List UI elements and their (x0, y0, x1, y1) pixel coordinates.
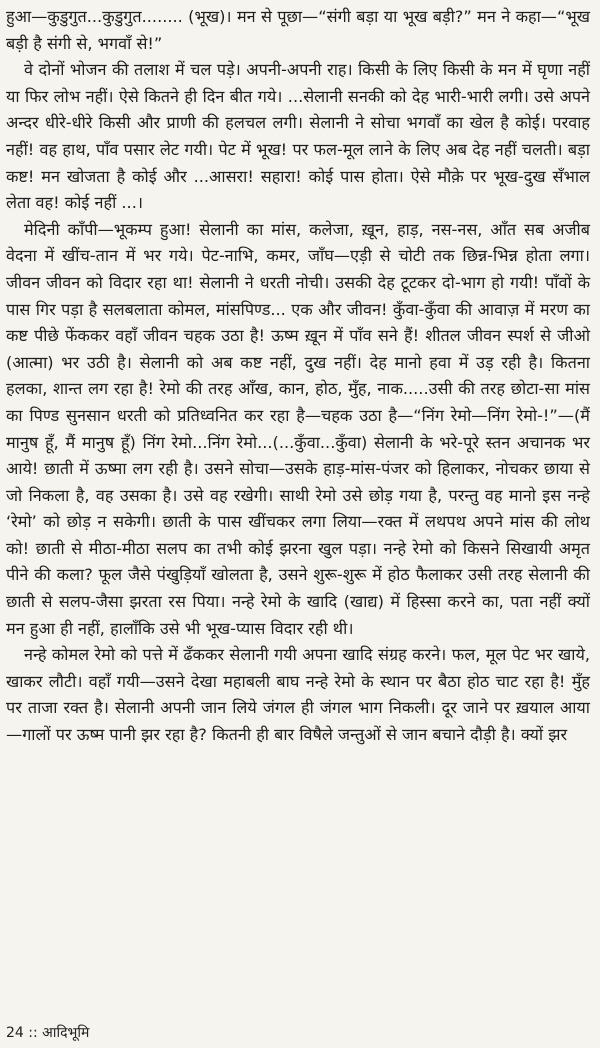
page-footer (6, 1024, 89, 1042)
paragraph-2: वे दोनों भोजन की तलाश में चल पड़े। अपनी-अपनी राह। किसी के लिए किसी के मन में घृणा नहीं या फिर लोभ नहीं। ऐसे कितने ही दिन बीत गये। ...सेलानी सनकी को देह भारी-भारी लगी। उसे अपने अन्दर धीरे-धीरे किसी और प्राणी की हलचल लगी। सेलानी ने सोचा भगवाँ का खेल है कोई। परवाह नहीं! वह हाथ, पाँव पसार लेट गयी। पेट में भूख! पर फल-मूल लाने के लिए अब देह नहीं चलती। बड़ा कष्ट! मन खोजता है कोई और ...आसरा! सहारा! कोई पास होता। ऐसे मौक़े पर भूख-दुख सँभाल लेता वह! कोई नहीं ...। (6, 60, 590, 213)
footer-separator: :: (28, 1025, 38, 1041)
page-body-text (6, 4, 590, 749)
book-title: आदिभूमि (42, 1025, 90, 1041)
paragraph-4: नन्हे कोमल रेमो को पत्ते में ढँककर सेलानी गयी अपना खादि संग्रह करने। फल, मूल पेट भर खाये, खाकर लौटी। वहाँ गयी—उसने देखा महाबली बाघ नन्हे रेमो के स्थान पर बैठा होठ चाट रहा है! मुँह पर ताजा रक्त है। सेलानी अपनी जान लिये जंगल ही जंगल भाग निकली। दूर जाने पर ख़याल आया—गालों पर ऊष्म पानी झर रहा है? कितनी ही बार विषैले जन्तुओं से जान बचाने दौड़ी है। क्यों झर (6, 645, 590, 745)
paragraph-3: मेदिनी काँपी—भूकम्प हुआ! सेलानी का मांस, कलेजा, ख़ून, हाड़, नस-नस, आँत सब अजीब वेदना में खींच-तान में भर गये। पेट-नाभि, कमर, जाँघ—एड़ी से चोटी तक छिन्न-भिन्न होता लगा। जीवन जीवन को विदार रहा था! सेलानी ने धरती नोची। उसकी देह टूटकर दो-भाग हो गयी! पाँवों के पास गिर पड़ा है सलबलाता कोमल, मांसपिण्ड... एक और जीवन! कुँवा-कुँवा की आवाज़ में मरण का कष्ट पीछे फेंककर वहाँ जीवन चहक उठा है! ऊष्म ख़ून में पाँव सने हैं! शीतल जीवन स्पर्श से जीओ (आत्मा) भर उठी है। सेलानी को अब कष्ट नहीं, दुख नहीं। देह मानो हवा में उड़ रही है। कितना हलका, शान्त लग रहा है! रेमो की तरह आँख, कान, होठ, मुँह, नाक.....उसी की तरह छोटा-सा मांस का पिण्ड सुनसान धरती को प्रतिध्वनित कर रहा है—चहक उठा है—“निंग रेमो—निंग रेमो-!”—(मैं मानुष हूँ, मैं मानुष हूँ) निंग रेमो...निंग रेमो...(...कुँवा...कुँवा) सेलानी के भरे-पूरे स्तन अचानक भर आये! छाती में ऊष्मा लग रही है। उसने सोचा—उसके हाड़-मांस-पंजर को हिलाकर, नोचकर छाया से जो निकला है, वह उसका है। उसे वह रखेगी। साथी रेमो उसे छोड़ गया है, परन्तु वह मानो इस नन्हे ‘रेमो’ को छोड़ न सकेगी। छाती के पास खींचकर लगा लिया—रक्त में लथपथ अपने मांस की लोथ को! छाती से मीठा-मीठा सलप का तभी कोई झरना खुल पड़ा। नन्हे रेमो को किसने सिखायी अमृत पीने की कला? फूल जैसे पंखुड़ियाँ खोलता है, उसने शुरू-शुरू में होठ फैलाकर उसी तरह सेलानी की छाती से सलप-जैसा झरता रस पिया। नन्हे रेमो के खादि (खाद्य) में हिस्सा करने का, पता नहीं क्यों मन हुआ ही नहीं, हालाँकि उसे भी भूख-प्यास विदार रही थी। (6, 219, 590, 638)
paragraph-1: हुआ—कुडुगुत...कुडुगुत........ (भूख)। मन से पूछा—“संगी बड़ा या भूख बड़ी?” मन ने कहा—“भूख बड़ी है संगी से, भगवाँ से!” (6, 7, 590, 53)
page-number: 24 (6, 1025, 24, 1041)
